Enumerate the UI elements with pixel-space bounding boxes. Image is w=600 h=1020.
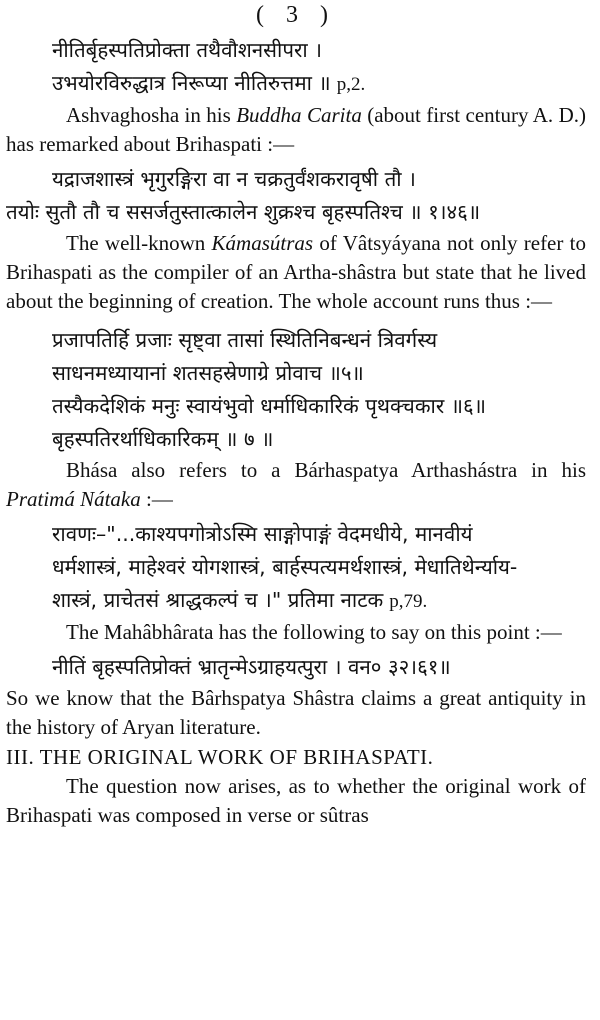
verse-line: प्रजापतिर्हि प्रजाः सृष्ट्वा तासां स्थितिनिबन्धनं त्रिवर्गस्य	[52, 328, 438, 352]
verse-line: तयोः सुतौ तौ च ससर्जतुस्तात्कालेन शुक्रश्च बृहस्पतिश्च ॥ १।४६॥	[6, 200, 481, 224]
work-title: Kámasútras	[211, 231, 314, 255]
text: Bhása also refers to a Bárhaspatya Arthashástra in his	[66, 458, 586, 482]
text: The well-known	[66, 231, 212, 255]
text: :—	[140, 487, 173, 511]
work-title: Buddha Carita	[236, 103, 362, 127]
text: of Vâtsyáyana not only refer to Brihaspati as the compiler of an Artha-shâstra but state that he lived about the beginning of creation. The whole account runs thus :—	[6, 231, 586, 313]
verse-niti	[6, 34, 586, 101]
verse-line: साधनमध्यायानां शतसहस्रेणाग्रे प्रोवाच ॥५॥	[52, 361, 364, 385]
verse-line: धर्मशास्त्रं, माहेश्वरं योगशास्त्रं, बार्हस्पत्यमर्थशास्त्रं, मेधातिथेर्न्याय-	[52, 555, 518, 579]
page-reference: p,79.	[389, 591, 428, 612]
verse-pratima	[6, 518, 586, 618]
paragraph-conclusion	[6, 684, 586, 742]
verse-line: तस्यैकदेशिकं मनुः स्वायंभुवो धर्माधिकारिकं पृथक्चकार ॥६॥	[52, 394, 486, 418]
text: So we know that the Bârhspatya Shâstra claims a great antiquity in the history of Aryan literature.	[6, 686, 586, 739]
verse-line: रावणः–"...काश्यपगोत्रोऽस्मि साङ्गोपाङ्गं वेदमधीये, मानवीयं	[52, 522, 473, 546]
verse-buddhacarita	[6, 163, 586, 229]
verse-line: यद्राजशास्त्रं भृगुरङ्गिरा वा न चक्रतुर्वंशकरावृषी तौ ।	[52, 167, 416, 191]
page-reference: p,2.	[336, 74, 366, 95]
verse-line	[6, 67, 586, 101]
verse-text: शास्त्रं, प्राचेतसं श्राद्धकल्पं च ।" प्रतिमा नाटक	[52, 588, 384, 612]
verse-line	[6, 584, 586, 618]
page-number: ( 3 )	[256, 2, 336, 28]
text: Ashvaghosha in his	[66, 103, 237, 127]
verse-line: नीतिर्बृहस्पतिप्रोक्ता तथैवौशनसीपरा ।	[52, 38, 322, 62]
paragraph-kamasutras	[6, 229, 586, 316]
text: (about first century A. D.) has remarked about Brihaspati :—	[6, 103, 586, 156]
paragraph-question	[6, 772, 586, 830]
verse-line: बृहस्पतिरर्थाधिकारिकम् ॥ ७ ॥	[52, 427, 274, 451]
work-title: Pratimá Nátaka	[6, 487, 141, 511]
verse-line: नीतिं बृहस्पतिप्रोक्तं भ्रातृन्मेऽग्राहयत्पुरा । वन० ३२।६१॥	[52, 655, 451, 679]
paragraph-ashvaghosha	[6, 101, 586, 159]
verse-kamasutras	[6, 324, 586, 456]
paragraph-bhasa	[6, 456, 586, 514]
verse-text: उभयोरविरुद्धात्र निरूप्या नीतिरुत्तमा ॥	[52, 71, 331, 95]
section-heading: III. THE ORIGINAL WORK OF BRIHASPATI.	[6, 745, 434, 769]
verse-mahabharata	[6, 651, 586, 684]
text: The Mahâbhârata has the following to say on this point :—	[66, 620, 562, 644]
paragraph-mahabharata	[6, 618, 586, 647]
text: The question now arises, as to whether the original work of Brihaspati was composed in verse or sûtras	[6, 774, 586, 827]
